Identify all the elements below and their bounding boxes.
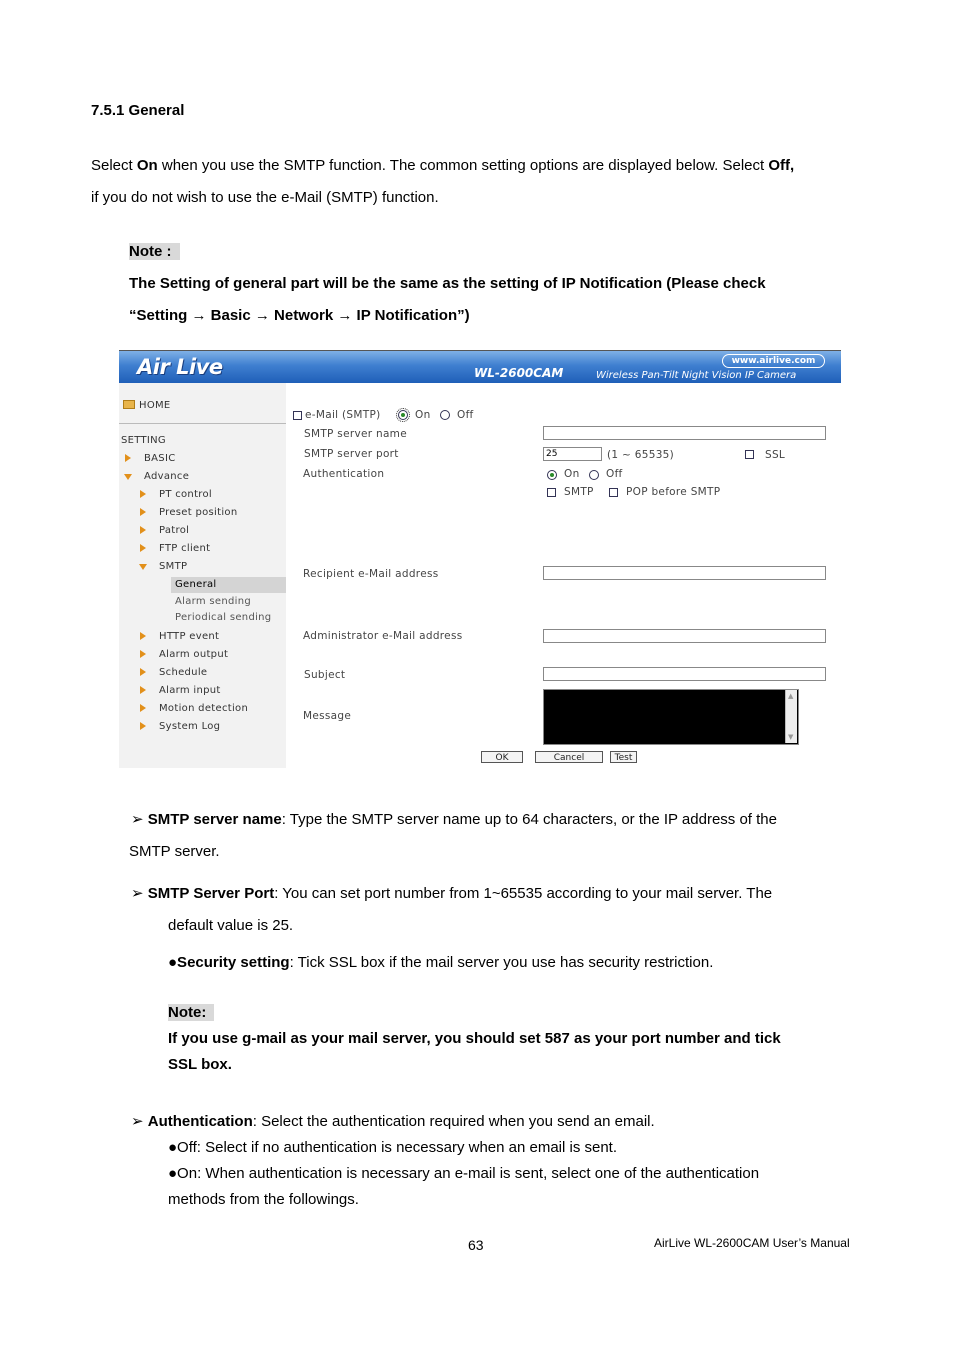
port-range-text: (1 ~ 65535) [607,449,675,461]
arrow-right-icon [140,704,146,712]
sidebar-item-alarm-output[interactable]: Alarm output [159,649,229,660]
bullet-smtp-server-port-cont: default value is 25. [168,917,294,934]
intro-text: Select [91,157,137,174]
arrow-right-icon [140,632,146,640]
email-off-radio[interactable] [440,410,450,420]
sidebar-home[interactable]: HOME [139,400,171,411]
sidebar-item-http-event[interactable]: HTTP event [159,631,220,642]
sidebar-item-advance[interactable]: Advance [144,471,190,482]
scroll-down-icon[interactable]: ▼ [788,733,794,741]
page-number: 63 [468,1237,484,1253]
bullet-bold: SMTP server name [147,811,282,828]
note-label [129,243,180,260]
note-line1: The Setting of general part will be the same as the setting of IP Notification (Please check [129,275,766,292]
smtp-server-port-input[interactable]: 25 [543,447,602,461]
security-bold: ●Security setting [168,954,290,971]
security-text: : Tick SSL box if the mail server you use has security restriction. [289,954,714,971]
bullet-bold: SMTP Server Port [147,885,275,902]
intro-on-bold: On [136,157,158,174]
bullet-smtp-server-name-cont: SMTP server. [129,843,220,860]
recipient-email-input[interactable] [543,566,826,580]
sidebar-item-ftp-client[interactable]: FTP client [159,543,211,554]
arrow-right-icon [140,668,146,676]
ssl-checkbox[interactable] [745,450,754,459]
sidebar-divider [119,423,286,424]
message-scrollbar[interactable] [785,690,797,743]
note-label-text: Note : [129,243,180,260]
note2-label-text: Note: [168,1004,214,1021]
note2-label [168,1004,214,1021]
arrow-right-icon [140,722,146,730]
email-off-label: Off [457,409,474,421]
sidebar-item-preset-position[interactable]: Preset position [159,507,238,518]
auth-smtp-checkbox[interactable] [547,488,556,497]
auth-on-label: On [564,468,580,480]
smtp-server-name-label: SMTP server name [304,428,407,440]
recipient-email-label: Recipient e-Mail address [303,568,439,580]
sidebar-item-pt-control[interactable]: PT control [159,489,212,500]
product-tagline: Wireless Pan-Tilt Night Vision IP Camera [596,370,797,381]
sidebar-item-motion-detection[interactable]: Motion detection [159,703,249,714]
message-label: Message [303,710,352,722]
sidebar-item-alarm-input[interactable]: Alarm input [159,685,221,696]
subject-label: Subject [304,669,346,681]
website-link[interactable]: www.airlive.com [722,354,825,368]
arrow-down-icon [139,564,147,570]
note2-line2: SSL box. [168,1056,232,1073]
section-title: 7.5.1 General [91,102,185,119]
home-icon [123,400,135,409]
auth-on-description: ●On: When authentication is necessary an e-mail is sent, select one of the authentication [168,1165,760,1182]
intro-text: when you use the SMTP function. The common setting options are displayed below. Select [157,157,769,174]
sidebar-item-schedule[interactable]: Schedule [159,667,208,678]
email-enable-checkbox[interactable] [293,411,302,420]
sidebar-subitem-general[interactable]: General [175,579,217,590]
header-banner [119,350,841,383]
auth-off-radio[interactable] [589,470,599,480]
message-textarea[interactable] [543,689,799,745]
sidebar-item-basic[interactable]: BASIC [144,453,176,464]
security-setting [168,953,713,973]
auth-smtp-label: SMTP [564,486,594,498]
bullet-smtp-server-port [131,884,772,904]
manual-title: AirLive WL-2600CAM User’s Manual [654,1236,850,1250]
model-name: WL-2600CAM [474,366,564,380]
bullet-authentication [131,1112,655,1132]
sidebar-item-patrol[interactable]: Patrol [159,525,190,536]
auth-pop-label: POP before SMTP [626,486,721,498]
sidebar-item-smtp[interactable]: SMTP [159,561,188,572]
auth-off-description: ●Off: Select if no authentication is necessary when an email is sent. [168,1139,618,1156]
ssl-label: SSL [765,449,786,461]
bullet-text: : You can set port number from 1~65535 according to your mail server. The [274,885,773,902]
ok-button[interactable]: OK [481,751,523,763]
sidebar-setting-heading: SETTING [121,435,166,446]
arrow-right-icon [125,454,131,462]
email-on-label: On [415,409,431,421]
bullet-smtp-server-name [131,810,777,830]
subject-input[interactable] [543,667,826,681]
bullet-arrow-icon: ➢ [131,811,144,828]
auth-on-radio[interactable] [547,470,557,480]
arrow-right-icon [140,490,146,498]
sidebar-item-system-log[interactable]: System Log [159,721,221,732]
note-line2: “Setting → Basic → Network → IP Notification”) [129,307,470,324]
bullet-text: : Type the SMTP server name up to 64 characters, or the IP address of the [281,811,777,828]
camera-settings-screenshot [119,350,841,770]
arrow-right-icon [140,686,146,694]
bullet-text: : Select the authentication required when you send an email. [252,1113,655,1130]
test-button[interactable]: Test [610,751,637,763]
bullet-arrow-icon: ➢ [131,885,144,902]
cancel-button[interactable]: Cancel [535,751,603,763]
admin-email-label: Administrator e-Mail address [303,630,463,642]
scroll-up-icon[interactable]: ▲ [788,692,794,700]
arrow-right-icon [140,544,146,552]
bullet-bold: Authentication [147,1113,253,1130]
note2-line1: If you use g-mail as your mail server, you should set 587 as your port number and tick [168,1030,781,1047]
arrow-right-icon [140,508,146,516]
authentication-label: Authentication [303,468,385,480]
auth-off-label: Off [606,468,623,480]
sidebar [119,383,286,768]
bullet-arrow-icon: ➢ [131,1113,144,1130]
email-on-radio[interactable] [398,410,408,420]
intro-off-bold: Off, [768,157,795,174]
auth-on-description-cont: methods from the followings. [168,1191,359,1208]
admin-email-input[interactable] [543,629,826,643]
intro-paragraph-line1 [91,156,794,176]
airlive-logo: Air Live [137,355,223,379]
email-smtp-label: e-Mail (SMTP) [305,409,381,421]
arrow-down-icon [124,474,132,480]
sidebar-subitem-periodical-sending[interactable]: Periodical sending [175,612,272,623]
smtp-server-port-label: SMTP server port [304,448,399,460]
intro-paragraph-line2: if you do not wish to use the e-Mail (SMTP) function. [91,189,439,206]
arrow-right-icon [140,650,146,658]
auth-pop-checkbox[interactable] [609,488,618,497]
sidebar-subitem-alarm-sending[interactable]: Alarm sending [175,596,252,607]
smtp-server-name-input[interactable] [543,426,826,440]
arrow-right-icon [140,526,146,534]
